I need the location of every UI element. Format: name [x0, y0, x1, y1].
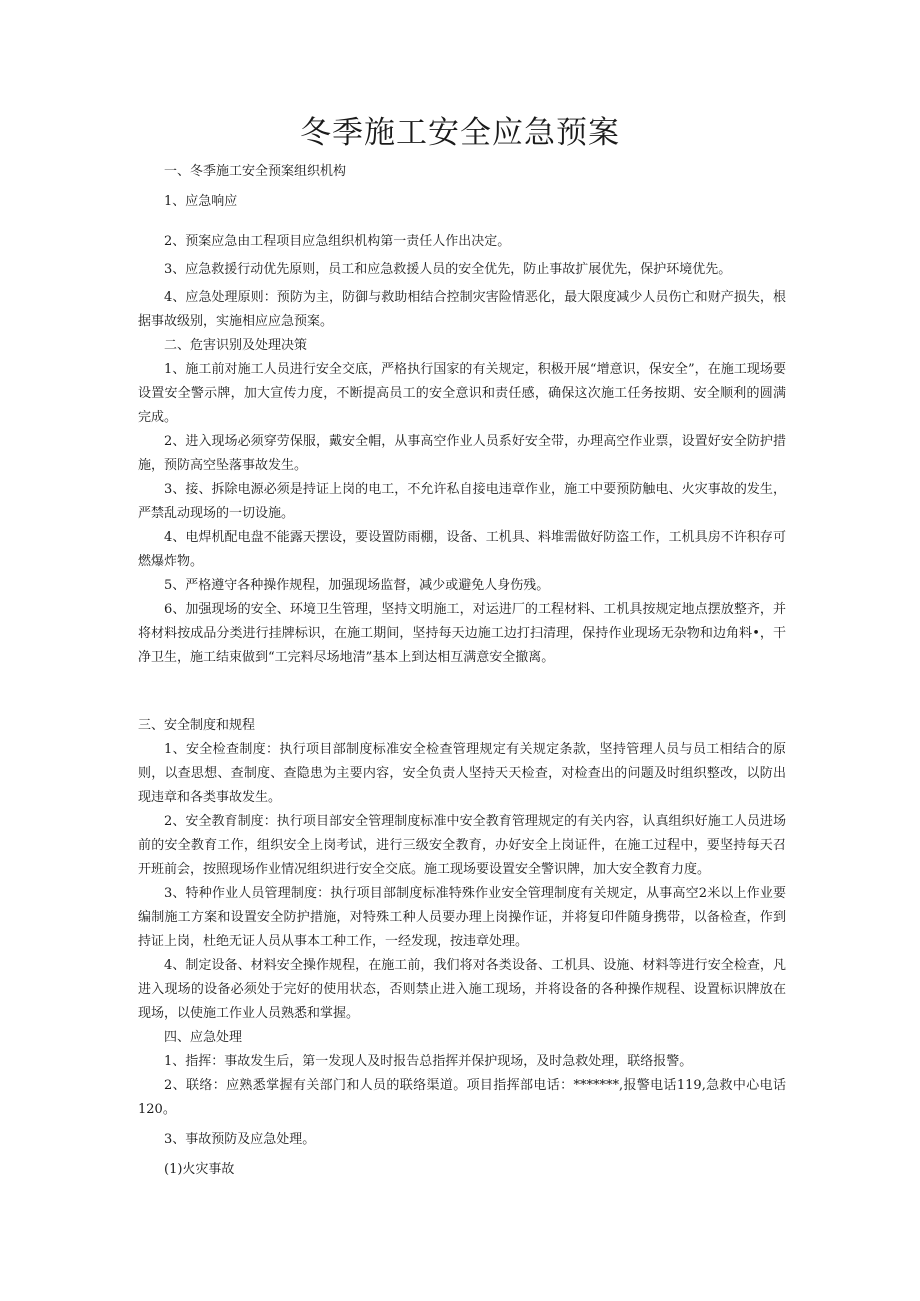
document-body: [138, 160, 786, 1182]
paragraph: 2、联络：应熟悉掌握有关部门和人员的联络渠道。项目指挥部电话：*******,报警电话119,急救中心电话120。: [138, 1078, 786, 1117]
paragraph: 3、特种作业人员管理制度：执行项目部制度标准特殊作业安全管理制度有关规定，从事高空2米以上作业要编制施工方案和设置安全防护措施，对特殊工种人员要办理上岗操作证，并将复印件随身携带，以备检查，作到持证上岗，杜绝无证人员从事本工种工作，一经发现，按违章处理。: [138, 886, 786, 949]
paragraph: 2、预案应急由工程项目应急组织机构第一责任人作出决定。: [164, 234, 511, 249]
paragraph: 5、严格遵守各种操作规程，加强现场监督，减少或避免人身伤残。: [164, 578, 550, 593]
paragraph: 1、施工前对施工人员进行安全交底，严格执行国家的有关规定，积极开展“增意识，保安全”，在施工现场要设置安全警示牌，加大宣传力度，不断提高员工的安全意识和责任感，确保这次施工任务按期、安全顺利的圆满完成。: [138, 362, 786, 425]
section-heading-1: 一、冬季施工安全预案组织机构: [164, 164, 347, 179]
paragraph: 4、电焊机配电盘不能露天摆设，要设置防雨棚，设备、工机具、料堆需做好防盗工作，工机具房不许积存可燃爆炸物。: [138, 530, 786, 569]
paragraph: 4、制定设备、材料安全操作规程，在施工前，我们将对各类设备、工机具、设施、材料等进行安全检查，凡进入现场的设备必须处于完好的使用状态，否则禁止进入施工现场，并将设备的各种操作规程、设置标识牌放在现场，以使施工作业人员熟悉和掌握。: [138, 958, 786, 1021]
paragraph: 1、应急响应: [164, 194, 238, 209]
section-heading-2: 二、危害识别及处理决策: [164, 338, 308, 353]
paragraph: 2、进入现场必须穿劳保服，戴安全帽，从事高空作业人员系好安全带，办理高空作业票，设置好安全防护措施，预防高空坠落事故发生。: [138, 434, 786, 473]
paragraph: 3、事故预防及应急处理。: [164, 1132, 316, 1147]
paragraph: 1、指挥：事故发生后，第一发现人及时报告总指挥并保护现场，及时急救处理，联络报警。: [164, 1054, 693, 1069]
paragraph: 4、应急处理原则：预防为主，防御与救助相结合控制灾害险情恶化，最大限度减少人员伤亡和财产损失，根据事故级别，实施相应应急预案。: [138, 290, 786, 329]
section-heading-4: 四、应急处理: [164, 1030, 243, 1045]
paragraph: 3、应急救援行动优先原则，员工和应急救援人员的安全优先，防止事故扩展优先，保护环境优先。: [164, 262, 732, 277]
document-title: 冬季施工安全应急预案: [300, 115, 620, 151]
section-heading-3: 三、安全制度和规程: [138, 718, 256, 733]
paragraph: 3、接、拆除电源必须是持证上岗的电工，不允许私自接电违章作业，施工中要预防触电、火灾事故的发生，严禁乱动现场的一切设施。: [138, 482, 786, 521]
paragraph: 6、加强现场的安全、环境卫生管理，坚持文明施工，对运进厂的工程材料、工机具按规定地点摆放整齐，并将材料按成品分类进行挂牌标识，在施工期间，坚持每天边施工边打扫清理，保持作业现场无杂物和边角料•，干净卫生，施工结束做到“工完料尽场地清”基本上到达相互满意安全撤离。: [138, 602, 786, 665]
paragraph: 2、安全教育制度：执行项目部安全管理制度标准中安全教育管理规定的有关内容，认真组织好施工人员进场前的安全教育工作，组织安全上岗考试，进行三级安全教育，办好安全上岗证件，在施工过程中，要坚持每天召开班前会，按照现场作业情况组织进行安全交底。施工现场要设置安全警识牌，加大安全教育力度。: [138, 814, 786, 877]
paragraph: 1、安全检查制度：执行项目部制度标准安全检查管理规定有关规定条款，坚持管理人员与员工相结合的原则，以查思想、查制度、查隐患为主要内容，安全负责人坚持天天检查，对检查出的问题及时组织整改，以防出现违章和各类事故发生。: [138, 742, 786, 805]
sub-heading: (1)火灾事故: [164, 1162, 235, 1177]
